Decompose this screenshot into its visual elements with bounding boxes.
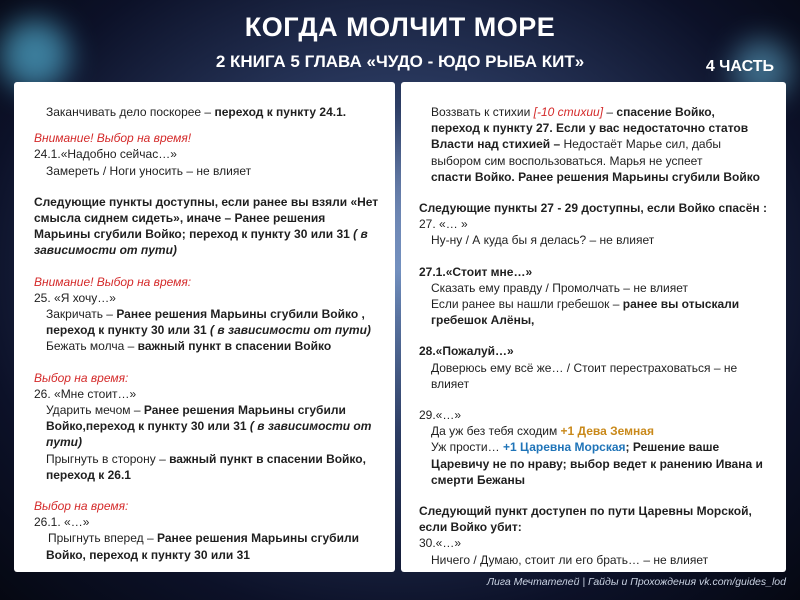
option-line: Ничего / Думаю, стоит ли его брать… – не влияет: [431, 552, 709, 567]
point-heading: 24.1.«Надобно сейчас…»: [34, 147, 177, 162]
condition-text: [34, 226, 387, 242]
footer-credit: Лига Мечтателей | Гайды и Прохождения vk.com/guides_lod: [486, 576, 786, 588]
condition-text: Следующий пункт доступен по пути Царевны Морской,: [419, 504, 752, 519]
point-heading: 26. «Мне стоит…»: [34, 386, 137, 401]
option-note: пути): [46, 435, 82, 450]
option-result: Царевичу не по нраву; выбор ведет к ранению Ивана и: [431, 456, 763, 471]
option-text: Воззвать к стихии: [431, 105, 534, 119]
option-result: Войко, переход к пункту 30 или 31: [46, 547, 250, 562]
option-text: Прыгнуть в сторону –: [46, 451, 170, 466]
option-line: [419, 104, 778, 120]
option-result: ранее вы отыскали: [622, 297, 740, 312]
option-line: [34, 402, 387, 418]
option-result: важный пункт в спасении Войко: [137, 339, 332, 354]
option-line: [34, 338, 387, 354]
option-result: смерти Бежаны: [431, 472, 525, 487]
option-text: Власти над стихией –: [431, 137, 564, 152]
page-subtitle: 2 КНИГА 5 ГЛАВА «ЧУДО - ЮДО РЫБА КИТ»: [215, 52, 585, 71]
option-line: [34, 306, 387, 322]
option-text: Бежать молча –: [46, 339, 138, 354]
right-panel-content: [419, 104, 778, 568]
option-result: Недостаёт Марье сил, дабы: [563, 137, 722, 152]
condition-note: ( в: [349, 227, 368, 242]
option-result: важный пункт в спасении Войко,: [169, 451, 366, 466]
option-text: Заканчивать дело поскорее –: [46, 105, 215, 119]
option-result: переход к пункту 30 или 31: [46, 323, 207, 338]
path-bonus: +1 Дева Земная: [560, 424, 654, 439]
option-line: [34, 322, 387, 338]
right-panel: [401, 82, 786, 572]
option-result: Ранее решения Марьины сгубили: [156, 531, 359, 546]
option-line: [419, 296, 778, 312]
page-title: КОГДА МОЛЧИТ МОРЕ: [244, 12, 556, 42]
option-result: переход к пункту 24.1.: [214, 105, 347, 119]
option-text: –: [603, 105, 617, 119]
option-line: [34, 104, 387, 120]
option-line: [419, 423, 778, 439]
point-heading: 25. «Я хочу…»: [34, 290, 116, 305]
option-result: Войко,переход к пункту 30 или 31: [46, 419, 247, 434]
option-result: Ранее решения Марьины сгубили: [143, 403, 346, 418]
point-heading: 26.1. «…»: [34, 515, 90, 530]
condition-text: Следующие пункты 27 - 29 доступны, если Войко спасён :: [419, 201, 767, 216]
left-panel: [14, 82, 395, 572]
point-heading: 30.«…»: [419, 536, 462, 551]
option-line: [34, 530, 387, 546]
option-line: [419, 439, 778, 455]
path-bonus: +1 Царевна Морская: [502, 440, 626, 455]
timed-choice-warning: Внимание! Выбор на время:: [34, 274, 192, 289]
option-line: Замереть / Ноги уносить – не влияет: [46, 163, 252, 178]
part-label: 4 ЧАСТЬ: [705, 58, 774, 75]
option-line: [419, 136, 778, 152]
condition-note: зависимости от пути): [34, 243, 177, 258]
point-heading: 29.«…»: [419, 408, 462, 423]
option-result: гребешок Алёны,: [431, 313, 535, 328]
option-result: спасти Войко. Ранее решения Марьины сгубили Войко: [431, 169, 760, 184]
point-heading: 27.1.«Стоит мне…»: [419, 264, 533, 279]
point-heading: 28.«Пожалуй…»: [419, 344, 514, 359]
timed-choice-warning: Выбор на время:: [34, 499, 129, 514]
stat-cost: [-10 стихии]: [533, 105, 604, 119]
point-heading: 27. «… »: [419, 217, 468, 232]
option-result: переход к 26.1: [46, 467, 131, 482]
option-text: Прыгнуть вперед –: [48, 531, 157, 546]
option-result: выбором сим воспользоваться. Марья не успеет: [431, 153, 703, 168]
option-text: Ударить мечом –: [46, 403, 144, 418]
option-result: Ранее решения Марьины сгубили Войко ,: [116, 307, 365, 322]
option-result: ; Решение ваше: [625, 440, 720, 455]
option-text: Если ранее вы нашли гребешок –: [431, 297, 623, 312]
left-panel-content: [34, 104, 387, 563]
option-line: Сказать ему правду / Промолчать – не влияет: [431, 280, 689, 295]
timed-choice-warning: Выбор на время:: [34, 370, 129, 385]
option-note: ( в зависимости от: [246, 419, 372, 434]
option-text: Да уж без тебя сходим: [431, 424, 561, 439]
condition-text: смысла сиднем сидеть», иначе – Ранее решения: [34, 211, 326, 226]
option-result: спасение Войко,: [616, 105, 715, 119]
option-line: Доверюсь ему всё же… / Стоит перестраховаться – не: [431, 360, 738, 375]
option-line: [34, 451, 387, 467]
timed-choice-warning: Внимание! Выбор на время!: [34, 131, 192, 146]
option-result: переход к пункту 27. Если у вас недостаточно статов: [431, 121, 749, 136]
option-line: влияет: [431, 376, 470, 391]
option-text: Уж прости…: [431, 440, 503, 455]
condition-part: Марьины сгубили Войко; переход к пункту 30 или 31: [34, 227, 350, 242]
option-line: Ну-ну / А куда бы я делась? – не влияет: [431, 233, 655, 248]
option-line: [34, 418, 387, 434]
option-text: Закричать –: [46, 307, 117, 322]
condition-text: если Войко убит:: [419, 520, 522, 535]
option-note: ( в зависимости от пути): [206, 323, 371, 338]
condition-text: Следующие пункты доступны, если ранее вы взяли «Нет: [34, 194, 379, 209]
